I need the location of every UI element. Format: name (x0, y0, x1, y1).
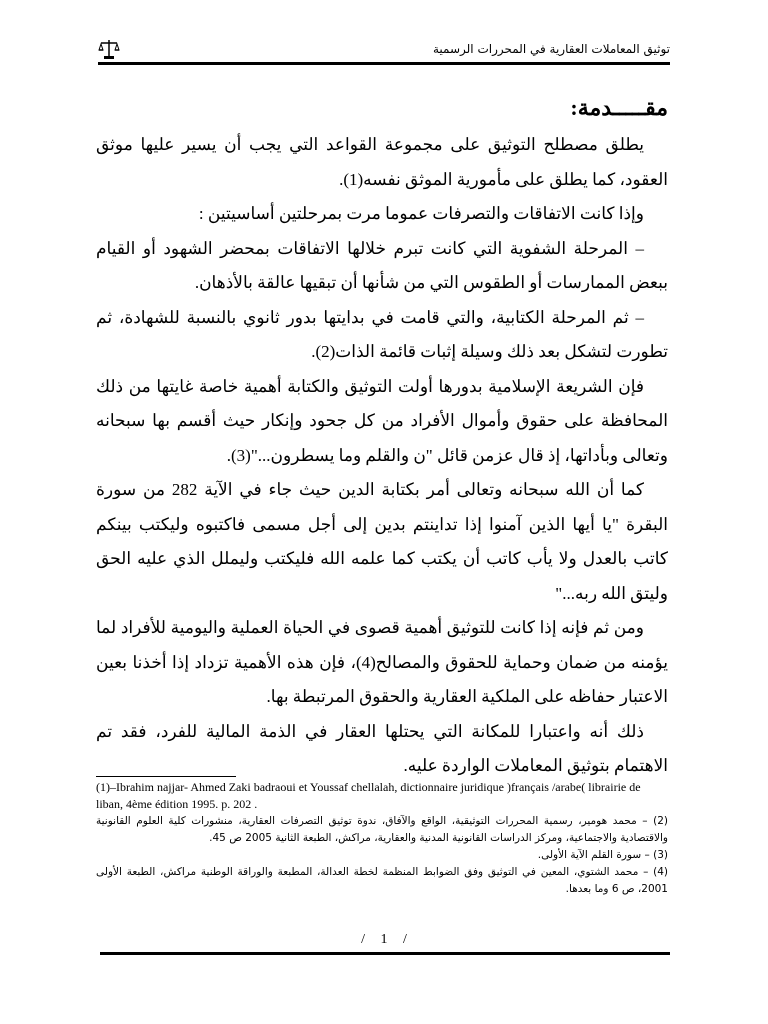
paragraph: يطلق مصطلح التوثيق على مجموعة القواعد التي يجب أن يسير عليها موثق العقود، كما يطلق على مأمورية الموثق نفسه(1). (96, 135, 668, 189)
section-heading: مقـــــدمة: (570, 95, 668, 120)
page-number: / 1 / (361, 932, 407, 947)
paragraph: ذلك أنه واعتبارا للمكانة التي يحتلها العقار في الذمة المالية للفرد، فقد تم الاهتمام بتوثيق المعاملات الواردة عليه. (96, 721, 668, 775)
paragraph: وإذا كانت الاتفاقات والتصرفات عموما مرت بمرحلتين أساسيتين : (198, 204, 644, 223)
running-header-title: توثيق المعاملات العقارية في المحررات الرسمية (432, 42, 670, 56)
header-rule (98, 62, 670, 65)
page-header (98, 38, 670, 64)
footer-rule (100, 952, 670, 955)
footnote-2: (2) – محمد هومير، رسمية المحررات التوثيقية، الواقع والآفاق، ندوة توثيق التصرفات العقارية، منشورات كلية العلوم القانونية والاقتصادية والاجتماعية، ومركز الدراسات القانونية المدنية والعقارية، مراكش، الطبعة الثانية 2005 ص 45. (96, 815, 668, 844)
document-body (96, 90, 668, 784)
paragraph: – ثم المرحلة الكتابية، والتي قامت في بدايتها بدور ثانوي بالنسبة للشهادة، ثم تطورت لتشكل بعد ذلك وسيلة إثبات قائمة الذات(2). (96, 307, 668, 361)
footnote-4: (4) – محمد الشتوي، المعين في التوثيق وفق الضوابط المنظمة لخطة العدالة، المطبعة والوراقة الوطنية مراكش، الطبعة الأولى 2001، ص 6 وما بعدها. (96, 866, 668, 895)
paragraph: ومن ثم فإنه إذا كانت للتوثيق أهمية قصوى في الحياة العملية واليومية للأفراد لما يؤمنه من ضمان وحماية للحقوق والمصالح(4)، فإن هذه الأهمية تزداد إذا أخذنا بعين الاعتبار حفاظه على الملكية العقارية والحقوق المرتبطة بها. (96, 618, 668, 706)
paragraph: فإن الشريعة الإسلامية بدورها أولت التوثيق والكتابة أهمية خاصة غايتها من ذلك المحافظة على حقوق وأموال الأفراد من كل جحود وإنكار حيث أقسم بها سبحانه وتعالى وبأداتها، إذ قال عزمن قائل "ن والقلم وما يسطرون..."(3). (96, 376, 668, 465)
footnote-rule (96, 776, 236, 777)
scales-of-justice-icon (98, 38, 120, 60)
footnote-3: (3) – سورة القلم الآية الأولى. (537, 849, 668, 861)
paragraph: – المرحلة الشفوية التي كانت تبرم خلالها الاتفاقات بمحضر الشهود أو القيام ببعض الممارسات أو الطقوس التي من شأنها أن تبقيها عالقة بالأذهان. (96, 238, 668, 292)
footnote-1: (1)–Ibrahim najjar- Ahmed Zaki badraoui et Youssaf chellalah, dictionnaire juridique )français /arabe( librairie de liban, 4ème édition 1995. p. 202 . (96, 780, 641, 811)
footnotes (96, 776, 668, 898)
paragraph: كما أن الله سبحانه وتعالى أمر بكتابة الدين حيث جاء في الآية 282 من سورة البقرة "يا أيها الذين آمنوا إذا تداينتم بدين إلى أجل مسمى فاكتبوه وليكتب بينكم كاتب بالعدل ولا يأب كاتب أن يكتب كما علمه الله فليكتب وليملل الذي عليه الحق وليتق الله ربه..." (96, 480, 668, 603)
